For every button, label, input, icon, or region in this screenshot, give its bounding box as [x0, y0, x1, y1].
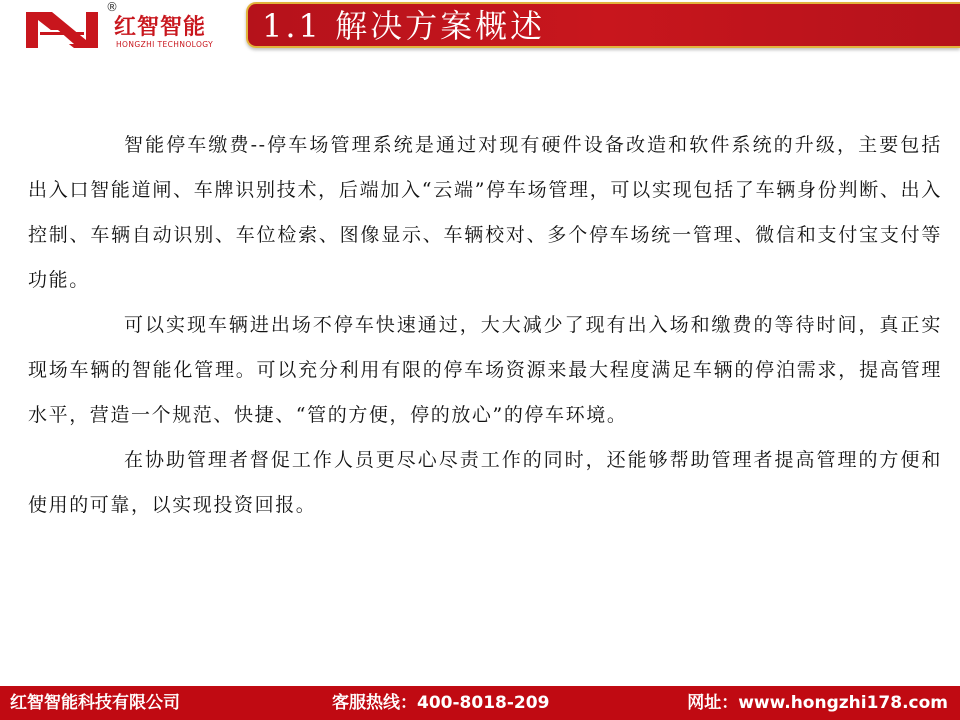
footer-website: 网址：www.hongzhi178.com [687, 693, 948, 713]
logo-name-cn: 红智智能 [114, 15, 207, 40]
paragraph-3: 在协助管理者督促工作人员更尽心尽责工作的同时，还能够帮助管理者提高管理的方便和使用的可靠，以实现投资回报。 [28, 449, 942, 516]
footer-company: 红智智能科技有限公司 [10, 693, 180, 713]
footer-hotline: 客服热线：400-8018-209 [332, 693, 550, 713]
company-logo [16, 2, 246, 54]
footer-bar [0, 686, 960, 720]
registered-mark: ® [106, 0, 118, 14]
body-content [28, 123, 942, 528]
logo-name-en: HONGZHI TECHNOLOGY [116, 40, 214, 49]
hongzhi-logo-icon [24, 6, 108, 54]
title-bar [246, 2, 960, 48]
page-title: 1.1 解决方案概述 [262, 7, 546, 45]
paragraph-2: 可以实现车辆进出场不停车快速通过，大大减少了现有出入场和缴费的等待时间，真正实现场车辆的智能化管理。可以充分利用有限的停车场资源来最大程度满足车辆的停泊需求，提高管理水平，营造一个规范、快捷、“管的方便，停的放心”的停车环境。 [28, 314, 942, 426]
paragraph-1: 智能停车缴费--停车场管理系统是通过对现有硬件设备改造和软件系统的升级，主要包括出入口智能道闸、车牌识别技术，后端加入“云端”停车场管理，可以实现包括了车辆身份判断、出入控制、车辆自动识别、车位检索、图像显示、车辆校对、多个停车场统一管理、微信和支付宝支付等功能。 [28, 134, 942, 291]
header [0, 0, 960, 52]
